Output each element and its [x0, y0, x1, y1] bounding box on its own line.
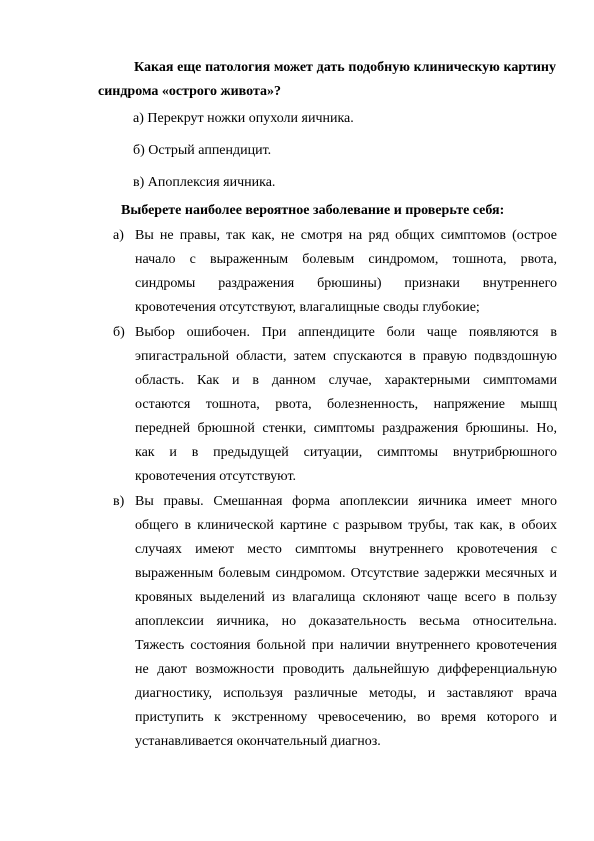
answer-b-line: эпигастральной области, затем спускаются в правую подвздошную — [135, 349, 557, 364]
answer-c-line: не дают возможности проводить дальнейшую дифференциальную — [135, 662, 557, 677]
answer-a — [113, 224, 557, 320]
answer-c-marker: в) — [113, 494, 125, 509]
answer-c-line: кровяных выделений из влагалища склоняют чаще всего в пользу — [135, 590, 557, 605]
instruction-heading: Выберете наиболее вероятное заболевание и проверьте себя: — [121, 203, 505, 218]
answer-b-first-row — [113, 321, 557, 345]
answer-c-line: апоплексии яичника, но доказательность весьма относительна. — [135, 614, 557, 629]
question-heading: Какая еще патология может дать подобную клиническую картину синдрома «острого живота»? — [98, 60, 556, 99]
answer-b-line: область. Как и в данном случае, характерными симптомами — [135, 373, 557, 388]
answer-c-line: общего в клинической картине с разрывом трубы, так как, в обоих — [135, 518, 557, 533]
answer-b-line: Выбор ошибочен. При аппендиците боли чаще появляются в — [135, 325, 557, 340]
answer-a-first-row — [113, 224, 557, 248]
answer-a-line: кровотечения отсутствуют, влагалищные своды глубокие; — [135, 300, 480, 315]
answer-c — [113, 490, 557, 754]
answer-c-line: Тяжесть состояния больной при наличии внутреннего кровотечения — [135, 638, 557, 653]
answer-a-line: Вы не правы, так как, не смотря на ряд общих симптомов (острое — [135, 228, 557, 243]
answer-a-continuation — [113, 248, 557, 320]
answer-a-line: начало с выраженным болевым синдромом, тошнота, рвота, — [135, 252, 557, 267]
option-a: а) Перекрут ножки опухоли яичника. — [133, 111, 354, 126]
answer-b-line: как и в предыдущей ситуации, симптомы внутрибрюшного — [135, 445, 557, 460]
answer-c-line: выраженным болевым синдромом. Отсутствие задержки месячных и — [135, 566, 557, 581]
answer-c-line: устанавливается окончательный диагноз. — [135, 734, 381, 749]
option-c: в) Апоплексия яичника. — [133, 175, 276, 190]
answer-b-continuation — [113, 345, 557, 489]
answer-b-line: остаются тошнота, рвота, болезненность, напряжение мышц — [135, 397, 557, 412]
answer-c-line: диагностику, используя различные методы, и заставляют врача — [135, 686, 557, 701]
answer-b-marker: б) — [113, 325, 125, 340]
answer-c-continuation — [113, 514, 557, 754]
answer-b-line: передней брюшной стенки, симптомы раздражения брюшины. Но, — [135, 421, 557, 436]
answer-b — [113, 321, 557, 489]
answer-c-line: Вы правы. Смешанная форма апоплексии яичника имеет много — [135, 494, 557, 509]
answer-c-line: приступить к экстренному чревосечению, во время которого и — [135, 710, 557, 725]
answer-a-marker: а) — [113, 228, 124, 243]
answer-c-first-row — [113, 490, 557, 514]
option-b: б) Острый аппендицит. — [133, 143, 272, 158]
answer-b-line: кровотечения отсутствуют. — [135, 469, 297, 484]
answer-a-line: синдромы раздражения брюшины) признаки внутреннего — [135, 276, 557, 291]
answer-c-line: случаях имеют место симптомы внутреннего кровотечения с — [135, 542, 557, 557]
